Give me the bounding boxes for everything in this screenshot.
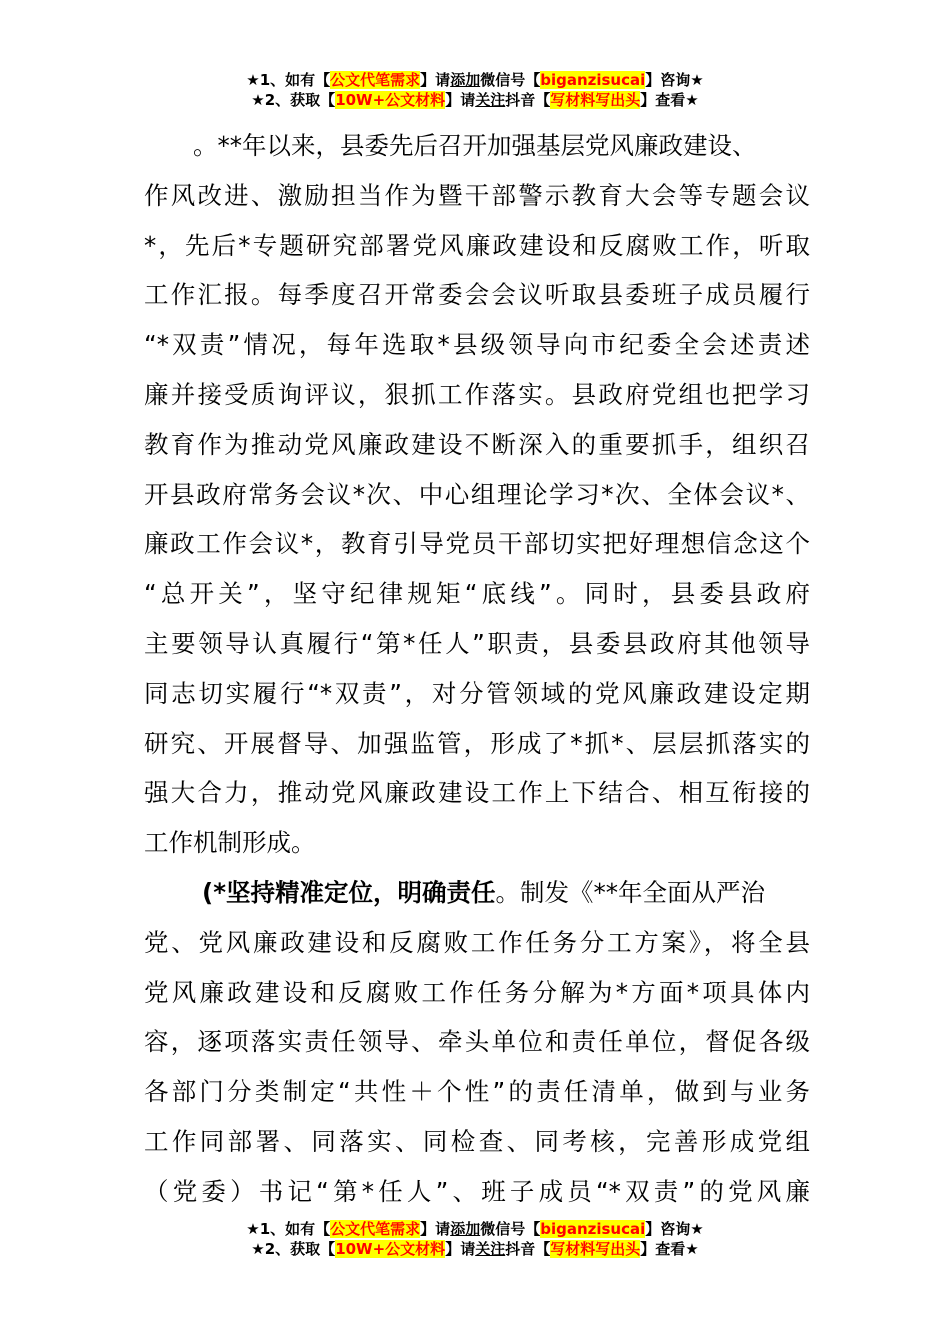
banner-underline: 关注 — [475, 91, 506, 109]
banner-underline: 添加 — [450, 71, 481, 89]
banner-text: ★2、获取【 — [251, 91, 336, 109]
banner-underline: 关注 — [475, 1240, 506, 1258]
text-line: 作风改进、激励担当作为暨干部警示教育大会等专题会议 — [144, 180, 810, 210]
banner-line-2 — [0, 90, 950, 110]
text-line: （党委）书记“第*任人”、班子成员“*双责”的党风廉 — [144, 1176, 810, 1206]
text-line: 教育作为推动党风廉政建设不断深入的重要抓手，组织召 — [144, 429, 810, 459]
banner-text: 】请 — [445, 1240, 476, 1258]
text-line: 研究、开展督导、加强监管，形成了*抓*、层层抓落实的 — [144, 728, 810, 758]
text-line: “总开关”，坚守纪律规矩“底线”。同时，县委县政府 — [144, 579, 810, 609]
banner-highlight: 写材料写出头 — [550, 1240, 641, 1258]
text-line: 同志切实履行“*双责”，对分管领域的党风廉政建设定期 — [144, 678, 810, 708]
banner-highlight: 公文代笔需求 — [330, 71, 421, 89]
bottom-banner — [0, 1219, 950, 1259]
banner-highlight: 公文代笔需求 — [330, 1220, 421, 1238]
top-banner — [0, 70, 950, 110]
text-line — [144, 868, 810, 918]
text-line: 廉政工作会议*，教育引导党员干部切实把好理想信念这个 — [144, 529, 810, 559]
text-line: 。**年以来，县委先后召开加强基层党风廉政建设、 — [193, 131, 757, 160]
text-line: 工作汇报。每季度召开常委会会议听取县委班子成员履行 — [144, 280, 810, 310]
banner-text: 】咨询★ — [645, 1220, 704, 1238]
text-line: 工作同部署、同落实、同检查、同考核，完善形成党组 — [144, 1126, 810, 1156]
banner-line-2 — [0, 1239, 950, 1259]
banner-highlight: 10W+公文材料 — [335, 91, 446, 109]
banner-highlight: biganzisucai — [540, 1220, 646, 1238]
banner-highlight: 写材料写出头 — [550, 91, 641, 109]
banner-text: 微信号【 — [480, 71, 541, 89]
banner-highlight: biganzisucai — [540, 71, 646, 89]
banner-text: ★1、如有【 — [246, 1220, 331, 1238]
banner-text: 】请 — [420, 71, 451, 89]
text-line: “*双责”情况，每年选取*县级领导向市纪委全会述责述 — [144, 330, 810, 360]
banner-text: 】咨询★ — [645, 71, 704, 89]
banner-text: 抖音【 — [505, 91, 551, 109]
banner-line-1 — [0, 70, 950, 90]
banner-text: 】请 — [420, 1220, 451, 1238]
paragraph-2 — [144, 868, 810, 1217]
text-line: 开县政府常务会议*次、中心组理论学习*次、全体会议*、 — [144, 479, 810, 509]
text-line: 党风廉政建设和反腐败工作任务分解为*方面*项具体内 — [144, 977, 810, 1007]
heading-rest: 。制发《**年全面从严治 — [495, 877, 766, 907]
text-line: *，先后*专题研究部署党风廉政建设和反腐败工作，听取 — [144, 230, 810, 260]
banner-text: ★1、如有【 — [246, 71, 331, 89]
banner-text: 微信号【 — [480, 1220, 541, 1238]
banner-highlight: 10W+公文材料 — [335, 1240, 446, 1258]
banner-text: 】查看★ — [640, 1240, 699, 1258]
text-line: 强大合力，推动党风廉政建设工作上下结合、相互衔接的 — [144, 778, 810, 808]
banner-text: 】查看★ — [640, 91, 699, 109]
text-line: 各部门分类制定“共性＋个性”的责任清单，做到与业务 — [144, 1077, 810, 1107]
text-line: 工作机制形成。 — [144, 828, 316, 858]
section-heading: (*坚持精准定位，明确责任 — [202, 877, 496, 907]
text-line: 党、党风廉政建设和反腐败工作任务分工方案》，将全县 — [144, 927, 810, 957]
banner-text: 】请 — [445, 91, 476, 109]
text-line: 容，逐项落实责任领导、牵头单位和责任单位，督促各级 — [144, 1027, 810, 1057]
text-line: 廉并接受质询评议，狠抓工作落实。县政府党组也把学习 — [144, 379, 810, 409]
text-line: 主要领导认真履行“第*任人”职责，县委县政府其他领导 — [144, 628, 810, 658]
banner-line-1 — [0, 1219, 950, 1239]
paragraph-1 — [144, 121, 810, 868]
banner-underline: 添加 — [450, 1220, 481, 1238]
document-body — [144, 121, 810, 1217]
banner-text: ★2、获取【 — [251, 1240, 336, 1258]
banner-text: 抖音【 — [505, 1240, 551, 1258]
